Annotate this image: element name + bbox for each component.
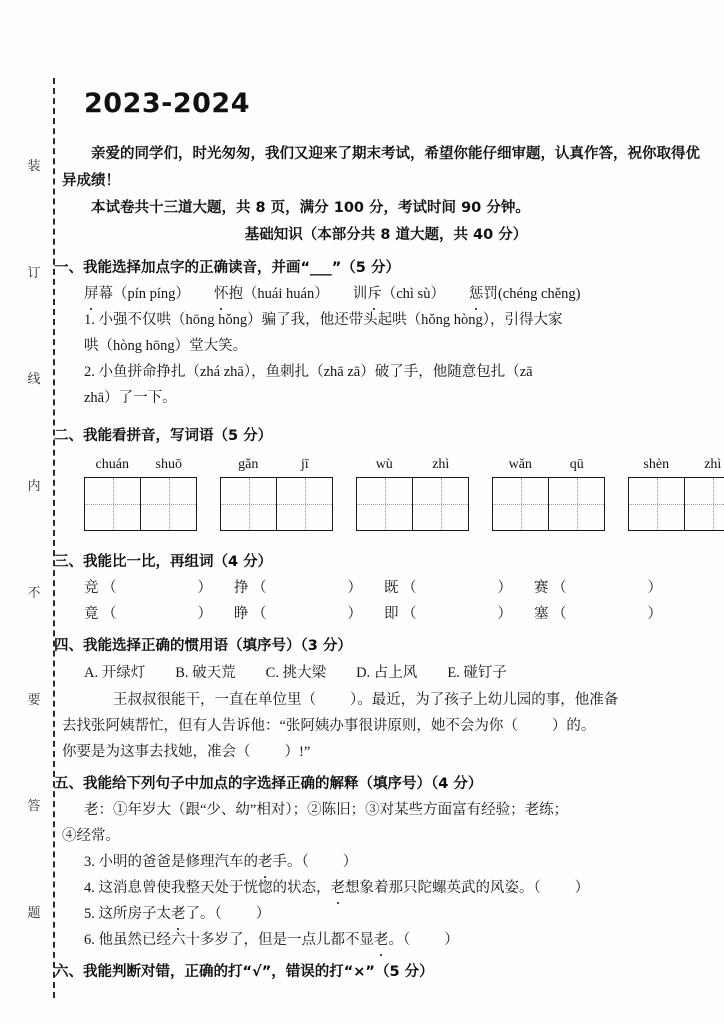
- pinyin-2-2: zhì: [432, 457, 450, 472]
- binding-char-4: 不: [27, 585, 41, 601]
- s1-dotted-1: 怀: [214, 281, 229, 307]
- left-paren: （: [252, 606, 267, 622]
- s4-p2-post: ）的。: [551, 718, 596, 734]
- binding-char-2: 线: [27, 372, 41, 388]
- write-cell[interactable]: [629, 478, 684, 530]
- left-paren: （: [402, 606, 417, 622]
- s4-p3-post: ）!”: [284, 744, 311, 760]
- section-5-gloss-line-1: 老：①年岁大（跟“少、幼”相对）；②陈旧；③对某些方面富有经验；老练；: [84, 802, 569, 818]
- s1-opt-3: (chéng chěng): [497, 286, 581, 302]
- binding-char-7: 题: [27, 905, 41, 921]
- option-e[interactable]: E. 碰钉子: [447, 665, 507, 681]
- page-title: 2023-2024: [84, 88, 250, 119]
- section-4-options: [84, 659, 710, 687]
- section-6-heading: 六、我能判断对错，正确的打“√”，错误的打“×”（5 分）: [54, 964, 434, 980]
- compare-item: [384, 575, 534, 601]
- pinyin-1-2: jī: [300, 457, 309, 472]
- compare-answer-blank[interactable]: [252, 601, 380, 627]
- compare-row-1: [84, 575, 710, 601]
- pinyin-2-1: wù: [375, 457, 393, 472]
- left-paren: （: [102, 606, 117, 622]
- section-5-item-3: [84, 849, 710, 875]
- tianzige-boxes-4[interactable]: [628, 477, 724, 531]
- pinyin-0-2: shuō: [155, 457, 182, 472]
- s5-dotted-5: 老: [171, 901, 186, 927]
- left-paren: （: [552, 606, 567, 622]
- binding-char-6: 答: [27, 799, 41, 815]
- pinyin-labels-1: [220, 455, 333, 475]
- pinyin-labels-0: [84, 455, 197, 475]
- s5-dotted-3: 老: [258, 849, 273, 875]
- s5-num-3: 3.: [84, 854, 95, 870]
- right-paren: ）: [347, 580, 362, 596]
- s5-post-6: 。（: [388, 932, 411, 948]
- compare-answer-blank[interactable]: [402, 601, 530, 627]
- left-paren: （: [102, 580, 117, 596]
- s5-num-6: 6.: [84, 932, 95, 948]
- right-paren: ）: [197, 580, 212, 596]
- section-1-question-2-line-2: zhā）了一下。: [84, 390, 177, 406]
- compare-char: 竞: [84, 580, 99, 596]
- binding-char-5: 要: [27, 692, 41, 708]
- s1-dotted-2: 斥: [367, 281, 382, 307]
- pinyin-labels-2: [356, 455, 469, 475]
- part-title: 基础知识（本部分共 8 道大题，共 40 分）: [244, 227, 528, 243]
- s5-end-4: ）: [574, 880, 590, 896]
- write-cell[interactable]: [140, 478, 196, 530]
- write-cell[interactable]: [493, 478, 548, 530]
- left-paren: （: [552, 580, 567, 596]
- s4-p2-pre: 去找张阿姨帮忙，但有人告诉他：“张阿姨办事很讲原则，她不会为你（: [62, 718, 518, 734]
- s1-word-2: 训斥: [353, 286, 382, 302]
- compare-item: [84, 575, 234, 601]
- right-paren: ）: [197, 606, 212, 622]
- s1-opt-2: （chì sù）: [381, 286, 445, 302]
- option-d[interactable]: D. 占上风: [356, 665, 418, 681]
- intro-greeting: 亲爱的同学们，时光匆匆，我们又迎来了期末考试，希望你能仔细审题，认真作答，祝你取得优异成绩！: [62, 146, 700, 189]
- binding-margin-label: [20, 160, 48, 920]
- s4-p1-pre: 王叔叔很能干，一直在单位里（: [113, 692, 316, 708]
- pinyin-3-1: wǎn: [508, 457, 532, 472]
- s5-num-4: 4.: [84, 880, 95, 896]
- option-b[interactable]: B. 破天荒: [175, 665, 236, 681]
- compare-item: [534, 601, 684, 627]
- compare-answer-blank[interactable]: [102, 601, 230, 627]
- binding-char-1: 订: [27, 265, 41, 281]
- s5-num-5: 5.: [84, 906, 95, 922]
- compare-row-2: [84, 601, 710, 627]
- pinyin-word-group-1: [220, 455, 333, 531]
- write-cell[interactable]: [85, 478, 140, 530]
- compare-char: 竟: [84, 606, 99, 622]
- pinyin-grid-row: [84, 455, 722, 531]
- s5-dotted-4: 老: [331, 875, 346, 901]
- right-paren: ）: [647, 606, 662, 622]
- pinyin-0-1: chuán: [95, 457, 129, 472]
- pinyin-labels-3: [492, 455, 605, 475]
- s1-word-1: 怀抱: [214, 286, 243, 302]
- tianzige-boxes-2[interactable]: [356, 477, 469, 531]
- compare-char: 赛: [534, 580, 549, 596]
- section-4-passage-line-2: [62, 713, 710, 739]
- section-5-item-5: [84, 901, 710, 927]
- write-cell[interactable]: [684, 478, 724, 530]
- compare-item: [234, 601, 384, 627]
- section-3-heading: 三、我能比一比，再组词（4 分）: [54, 554, 273, 570]
- pinyin-labels-4: [628, 455, 724, 475]
- section-4-heading: 四、我能选择正确的惯用语（填序号）（3 分）: [54, 638, 352, 654]
- s5-post-3: 手。（: [272, 854, 309, 870]
- compare-answer-blank[interactable]: [402, 575, 530, 601]
- s1-opt-0: （pín píng）: [113, 286, 190, 302]
- s4-p3-pre: 你要是为这事去找她，准会（: [62, 744, 251, 760]
- compare-item: [234, 575, 384, 601]
- write-cell[interactable]: [357, 478, 412, 530]
- pinyin-word-group-3: [492, 455, 605, 531]
- pinyin-4-2: zhì: [704, 457, 722, 472]
- s5-post-5: 了。（: [185, 906, 222, 922]
- right-paren: ）: [647, 580, 662, 596]
- pinyin-3-2: qū: [569, 457, 584, 472]
- s5-end-3: ）: [342, 854, 358, 870]
- section-4-passage-line-3: [62, 739, 710, 765]
- section-1-heading: 一、我能选择加点字的正确读音，并画“___”（5 分）: [54, 260, 400, 276]
- s5-pre-4: 这消息曾使我整天处于恍惚的状态，: [98, 880, 331, 896]
- s1-dotted-3: 惩: [469, 281, 484, 307]
- compare-answer-blank[interactable]: [102, 575, 230, 601]
- right-paren: ）: [347, 606, 362, 622]
- tianzige-boxes-3[interactable]: [492, 477, 605, 531]
- write-cell[interactable]: [221, 478, 276, 530]
- section-1-word-row: [84, 281, 710, 307]
- exam-content-column: [54, 80, 722, 985]
- compare-char: 既: [384, 580, 399, 596]
- s5-pre-6: 他虽然已经六十多岁了，但是一点儿都不显: [98, 932, 374, 948]
- compare-char: 挣: [234, 580, 249, 596]
- compare-item: [84, 601, 234, 627]
- s1-word-0: 屏幕: [84, 286, 113, 302]
- pinyin-word-group-2: [356, 455, 469, 531]
- s5-pre-5: 这所房子太: [98, 906, 171, 922]
- compare-item: [384, 601, 534, 627]
- section-1-question-2-line-1: 2. 小鱼拼命挣扎（zhá zhā），鱼刺扎（zhā zā）破了手，他随意包扎（zā: [84, 364, 533, 380]
- left-paren: （: [402, 580, 417, 596]
- s5-pre-3: 小明的爸爸是修理汽车的: [98, 854, 258, 870]
- compare-answer-blank[interactable]: [252, 575, 380, 601]
- section-5-heading: 五、我能给下列句子中加点的字选择正确的解释（填序号）（4 分）: [54, 776, 483, 792]
- compare-item: [534, 575, 684, 601]
- s5-dotted-6: 老: [374, 927, 389, 953]
- section-1-question-1-line-2: 哄（hòng hōng）堂大笑。: [84, 338, 248, 354]
- compare-answer-blank[interactable]: [552, 575, 680, 601]
- pinyin-1-1: gǎn: [238, 457, 259, 472]
- compare-char: 塞: [534, 606, 549, 622]
- right-paren: ）: [497, 606, 512, 622]
- binding-char-3: 内: [27, 479, 41, 495]
- pinyin-word-group-0: [84, 455, 197, 531]
- left-paren: （: [252, 580, 267, 596]
- section-5-item-4: [84, 875, 710, 901]
- intro-paper-info: 本试卷共十三道大题，共 8 页，满分 100 分，考试时间 90 分钟。: [91, 200, 530, 216]
- section-5-gloss-line-2: ④经常。: [62, 828, 120, 844]
- compare-char: 睁: [234, 606, 249, 622]
- option-c[interactable]: C. 挑大梁: [265, 665, 327, 681]
- pinyin-4-1: shèn: [643, 457, 670, 472]
- write-cell[interactable]: [412, 478, 468, 530]
- s4-p1-post: ）。最近，为了孩子上幼儿园的事，他准备: [350, 692, 619, 708]
- s1-dotted-0: 屏: [84, 281, 99, 307]
- s5-end-6: ）: [444, 932, 459, 948]
- right-paren: ）: [497, 580, 512, 596]
- write-cell[interactable]: [548, 478, 604, 530]
- tianzige-boxes-0[interactable]: [84, 477, 197, 531]
- s5-post-4: 想象着那只陀螺英武的风姿。（: [345, 880, 541, 896]
- option-a[interactable]: A. 开绿灯: [84, 665, 146, 681]
- section-5-item-6: [84, 927, 710, 953]
- binding-char-0: 装: [27, 159, 41, 174]
- s1-word-3: 惩罚: [469, 286, 498, 302]
- section-4-passage-line-1: [84, 687, 710, 713]
- compare-char: 即: [384, 606, 399, 622]
- s1-opt-1: （huái huán）: [242, 286, 329, 302]
- write-cell[interactable]: [276, 478, 332, 530]
- section-2-heading: 二、我能看拼音，写词语（5 分）: [54, 428, 273, 444]
- tianzige-boxes-1[interactable]: [220, 477, 333, 531]
- intro-block: [62, 141, 710, 249]
- compare-answer-blank[interactable]: [552, 601, 680, 627]
- pinyin-word-group-4: [628, 455, 724, 531]
- section-1-question-1-line-1: 1. 小强不仅哄（hōng hǒng）骗了我，他还带头起哄（hǒng hòng），引得大家: [84, 312, 563, 328]
- binding-dashed-line: [53, 78, 55, 998]
- s5-end-5: ）: [255, 906, 271, 922]
